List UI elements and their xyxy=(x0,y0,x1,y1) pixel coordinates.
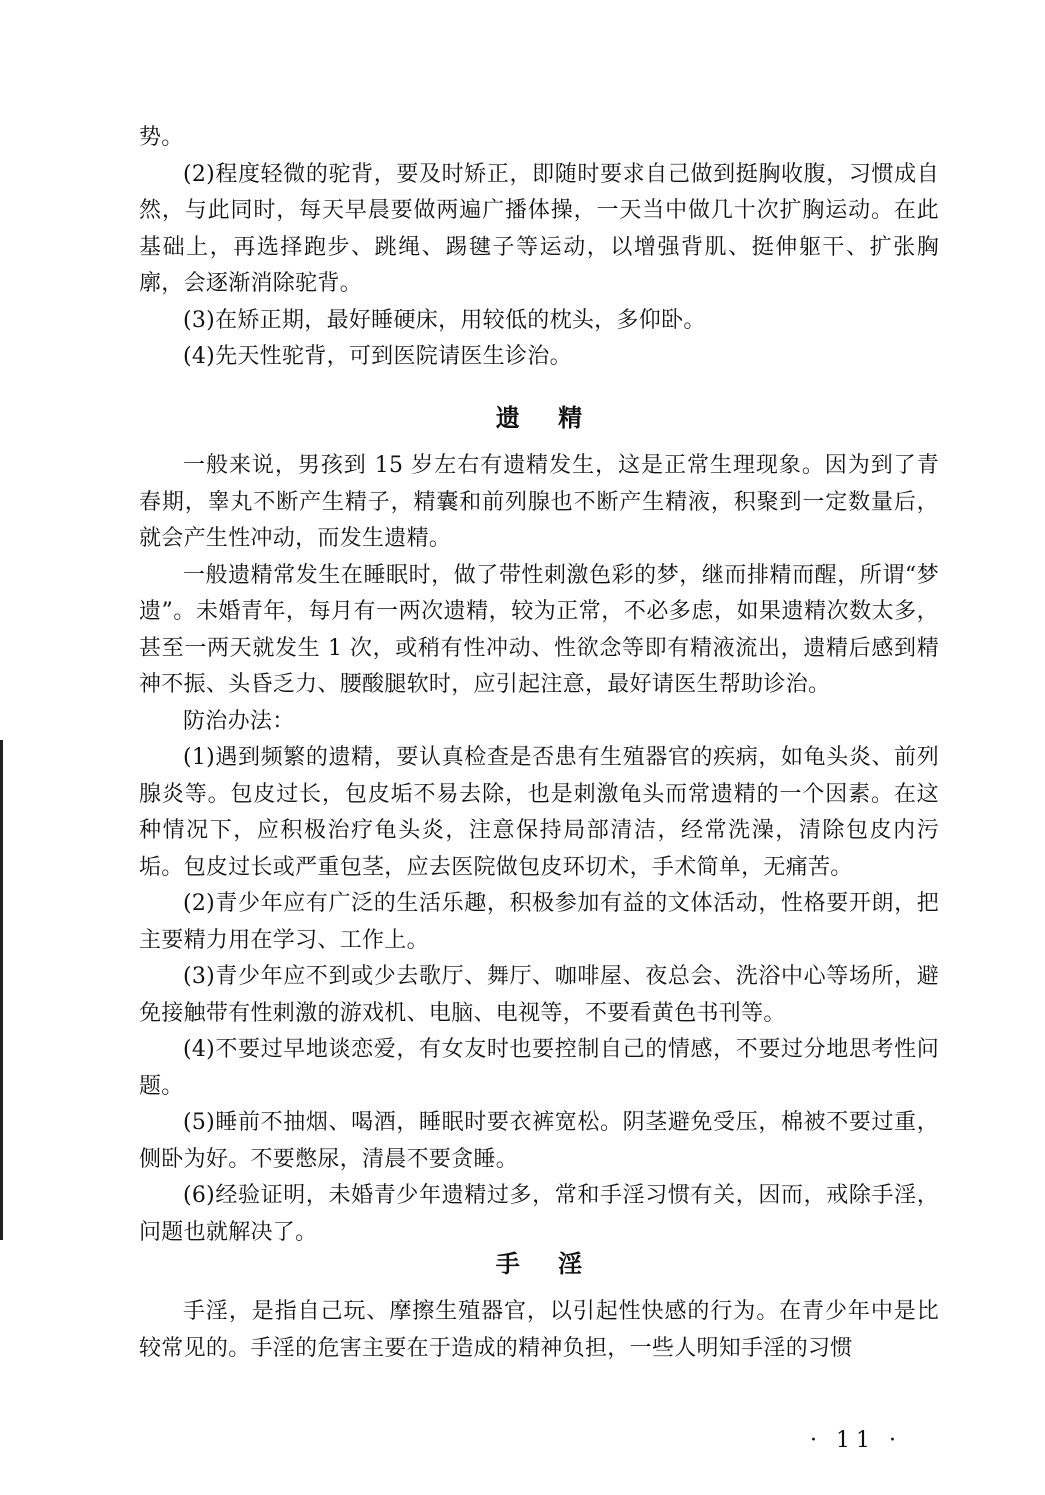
paragraph: (2)程度轻微的驼背，要及时矫正，即随时要求自己做到挺胸收腹，习惯成自然，与此同时，每天早晨要做两遍广播体操，一天当中做几十次扩胸运动。在此基础上，再选择跑步、跳绳、踢毽子等运动，以增强背肌、挺伸躯干、扩张胸廓，会逐渐消除驼背。 xyxy=(139,161,939,296)
paragraph: 防治办法： xyxy=(183,708,295,734)
paragraph: (2)青少年应有广泛的生活乐趣，积极参加有益的文体活动，性格要开朗，把主要精力用在学习、工作上。 xyxy=(139,891,939,953)
section-masturbation xyxy=(139,1294,939,1367)
section-heading: 遗精 xyxy=(495,404,621,432)
paragraph: (6)经验证明，未婚青少年遗精过多，常和手淫习惯有关，因而，戒除手淫，问题也就解决了。 xyxy=(139,1183,939,1245)
section-heading: 手淫 xyxy=(495,1250,621,1278)
paragraph: (4)先天性驼背，可到医院请医生诊治。 xyxy=(183,344,572,369)
paragraph: (3)青少年应不到或少去歌厅、舞厅、咖啡屋、夜总会、洗浴中心等场所，避免接触带有性刺激的游戏机、电脑、电视等，不要看黄色书刊等。 xyxy=(139,964,939,1026)
paragraph: 一般遗精常发生在睡眠时，做了带性刺激色彩的梦，继而排精而醒，所谓“梦遗”。未婚青年，每月有一两次遗精，较为正常，不必多虑，如果遗精次数太多，甚至一两天就发生 1 次，或稍有性冲动、性欲念等即有精液流出，遗精后感到精神不振、头昏乏力、腰酸腿软时，应引起注意，最好请医生帮助诊治。 xyxy=(139,562,939,697)
section-kyphosis-continued xyxy=(139,120,939,376)
paragraph: 一般来说，男孩到 15 岁左右有遗精发生，这是正常生理现象。因为到了青春期，睾丸不断产生精子，精囊和前列腺也不断产生精液，积聚到一定数量后，就会产生性冲动，而发生遗精。 xyxy=(139,453,939,551)
paragraph: 势。 xyxy=(139,125,184,150)
paragraph: (4)不要过早地谈恋爱，有女友时也要控制自己的情感，不要过分地思考性问题。 xyxy=(139,1037,939,1099)
paragraph: (5)睡前不抽烟、喝酒，睡眠时要衣裤宽松。阴茎避免受压，棉被不要过重，侧卧为好。不要憋尿，清晨不要贪睡。 xyxy=(139,1110,939,1172)
section-emission xyxy=(139,448,939,1251)
scan-margin-line xyxy=(0,740,3,1240)
paragraph: (1)遇到频繁的遗精，要认真检查是否患有生殖器官的疾病，如龟头炎、前列腺炎等。包皮过长，包皮垢不易去除，也是刺激龟头而常遗精的一个因素。在这种情况下，应积极治疗龟头炎，注意保持局部清洁，经常洗澡，清除包皮内污垢。包皮过长或严重包茎，应去医院做包皮环切术，手术简单，无痛苦。 xyxy=(139,745,939,880)
page-number: · 11 · xyxy=(810,1428,902,1453)
paragraph: 手淫，是指自己玩、摩擦生殖器官，以引起性快感的行为。在青少年中是比较常见的。手淫的危害主要在于造成的精神负担，一些人明知手淫的习惯 xyxy=(139,1299,939,1361)
paragraph: (3)在矫正期，最好睡硬床，用较低的枕头，多仰卧。 xyxy=(183,307,706,333)
